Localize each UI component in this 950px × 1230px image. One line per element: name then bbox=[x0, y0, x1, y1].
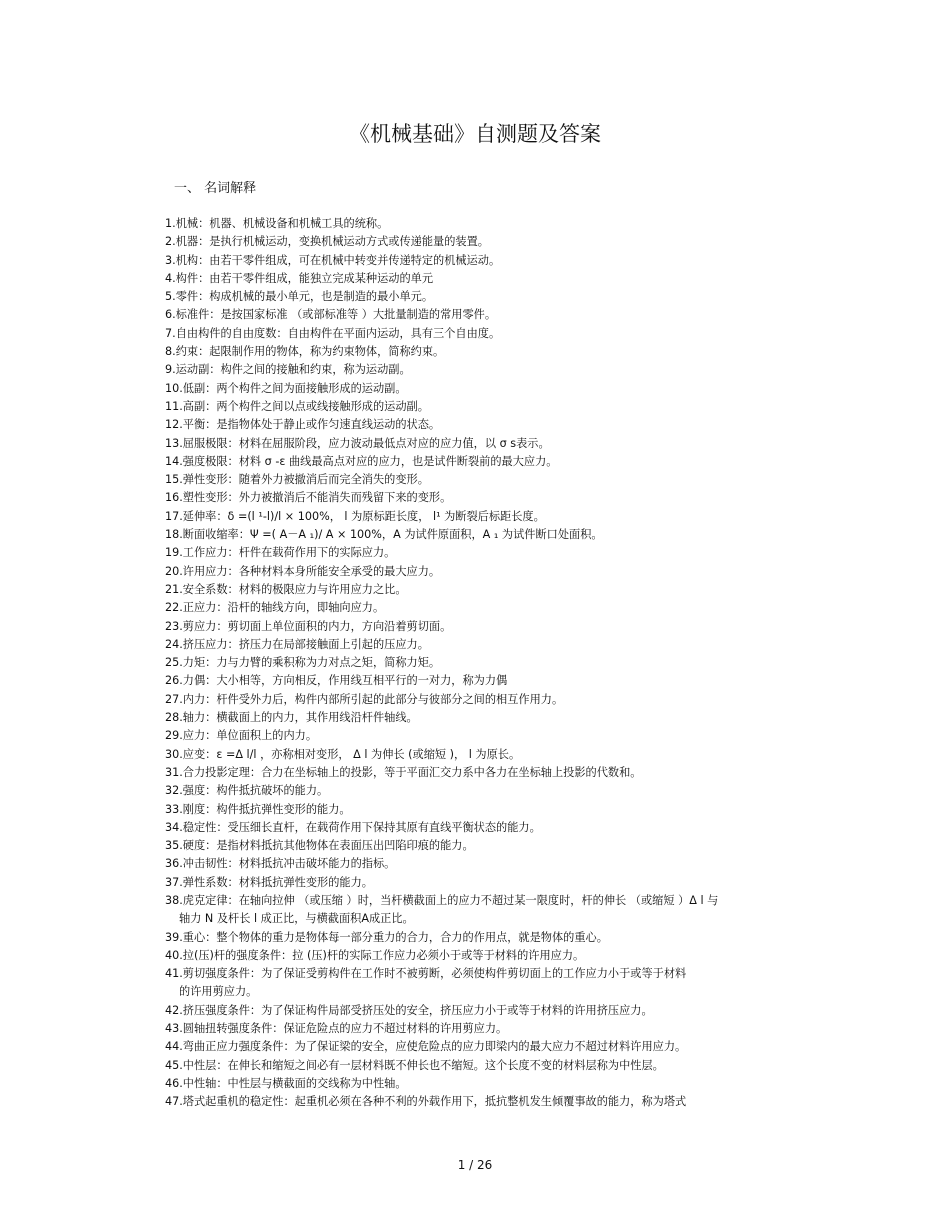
term-number: 29. bbox=[165, 729, 183, 743]
term-number: 20. bbox=[165, 564, 183, 578]
term-item bbox=[165, 947, 805, 965]
term-text: 平衡：是指物体处于静止或作匀速直线运动的状态。 bbox=[182, 418, 441, 432]
term-number: 34. bbox=[165, 820, 183, 834]
term-text: 剪应力：剪切面上单位面积的内力，方向沿着剪切面。 bbox=[182, 619, 452, 633]
term-number: 3. bbox=[165, 253, 176, 267]
term-item bbox=[165, 837, 805, 855]
term-text: 力偶：大小相等，方向相反，作用线互相平行的一对力，称为力偶 bbox=[182, 674, 508, 688]
term-number: 11. bbox=[165, 399, 183, 413]
term-text: 轴力：横截面上的内力，其作用线沿杆件轴线。 bbox=[182, 711, 418, 725]
term-text: 机械：机器、机械设备和机械工具的统称。 bbox=[175, 217, 389, 230]
term-number: 4. bbox=[165, 271, 176, 285]
term-item bbox=[165, 965, 805, 1002]
term-number: 38. bbox=[165, 893, 183, 907]
term-number: 12. bbox=[165, 418, 183, 432]
page-title: 《机械基础》自测题及答案 bbox=[349, 122, 601, 146]
term-text: 标准件：是按国家标准 （或部标准等 ）大批量制造的常用零件。 bbox=[175, 308, 497, 322]
term-item bbox=[165, 361, 805, 379]
term-item bbox=[165, 489, 805, 507]
term-text: 硬度：是指材料抵抗其他物体在表面压出凹陷印痕的能力。 bbox=[182, 839, 474, 853]
term-number: 41. bbox=[165, 967, 183, 981]
term-number: 31. bbox=[165, 765, 183, 779]
term-text: 重心：整个物体的重力是物体每一部分重力的合力，合力的作用点，就是物体的重心。 bbox=[182, 930, 608, 944]
term-text: 塔式起重机的稳定性：起重机必须在各种不利的外载作用下，抵抗整机发生倾覆事故的能力，称为塔式 bbox=[182, 1095, 687, 1109]
term-item bbox=[165, 563, 805, 581]
term-number: 43. bbox=[165, 1022, 183, 1036]
page-number: 1 / 26 bbox=[457, 1158, 493, 1172]
term-number: 8. bbox=[165, 345, 176, 359]
term-number: 46. bbox=[165, 1076, 183, 1090]
term-text: 内力：杆件受外力后，构件内部所引起的此部分与彼部分之间的相互作用力。 bbox=[182, 692, 564, 706]
term-number: 21. bbox=[165, 582, 183, 596]
term-text: 弯曲正应力强度条件：为了保证梁的安全，应使危险点的应力即梁内的最大应力不超过材料许用应力。 bbox=[182, 1040, 687, 1054]
term-item bbox=[165, 581, 805, 599]
term-number: 36. bbox=[165, 857, 183, 871]
term-number: 7. bbox=[165, 326, 176, 340]
term-text: 构件：由若干零件组成，能独立完成某种运动的单元 bbox=[175, 271, 434, 285]
term-number: 13. bbox=[165, 436, 183, 450]
term-number: 24. bbox=[165, 637, 183, 651]
term-item bbox=[165, 252, 805, 270]
term-text: 约束：起限制作用的物体，称为约束物体，简称约束。 bbox=[175, 345, 445, 359]
term-text: 高副：两个构件之间以点或线接触形成的运动副。 bbox=[182, 399, 429, 413]
term-item bbox=[165, 398, 805, 416]
term-text: 合力投影定理：合力在坐标轴上的投影，等于平面汇交力系中各力在坐标轴上投影的代数和。 bbox=[182, 765, 642, 779]
term-number: 18. bbox=[165, 528, 183, 542]
term-item bbox=[165, 215, 805, 233]
term-item bbox=[165, 471, 805, 489]
term-item bbox=[165, 453, 805, 471]
term-item bbox=[165, 709, 805, 727]
term-item bbox=[165, 672, 805, 690]
term-number: 40. bbox=[165, 948, 183, 962]
term-item bbox=[165, 874, 805, 892]
term-text: 中性层：在伸长和缩短之间必有一层材料既不伸长也不缩短。这个长度不变的材料层称为中性层。 bbox=[182, 1058, 664, 1072]
term-item bbox=[165, 306, 805, 324]
term-text: 工作应力：杆件在载荷作用下的实际应力。 bbox=[182, 546, 396, 560]
term-item bbox=[165, 1020, 805, 1038]
term-text: 断面收缩率：Ψ =( A－A ₁)/ A × 100%，A 为试件原面积，A ₁ 为试件断口处面积。 bbox=[182, 528, 603, 542]
term-item bbox=[165, 508, 805, 526]
term-number: 15. bbox=[165, 473, 183, 487]
term-number: 30. bbox=[165, 747, 183, 761]
term-text: 延伸率：δ =(l ¹-l)/l × 100%， l 为原标距长度， l¹ 为断裂后标距长度。 bbox=[182, 509, 545, 523]
term-text: 零件：构成机械的最小单元，也是制造的最小单元。 bbox=[175, 290, 434, 304]
term-number: 14. bbox=[165, 454, 183, 468]
term-text: 正应力：沿杆的轴线方向，即轴向应力。 bbox=[182, 601, 385, 615]
term-item bbox=[165, 654, 805, 672]
term-text: 冲击韧性：材料抵抗冲击破坏能力的指标。 bbox=[182, 857, 396, 871]
term-text: 应力：单位面积上的内力。 bbox=[182, 729, 318, 743]
term-item bbox=[165, 618, 805, 636]
term-number: 6. bbox=[165, 308, 176, 322]
term-text: 屈服极限：材料在屈服阶段，应力波动最低点对应的应力值，以 σ s表示。 bbox=[182, 436, 550, 450]
term-text: 运动副：构件之间的接触和约束，称为运动副。 bbox=[175, 363, 411, 377]
term-item bbox=[165, 1038, 805, 1056]
term-number: 47. bbox=[165, 1095, 183, 1109]
term-text: 安全系数：材料的极限应力与许用应力之比。 bbox=[182, 582, 407, 596]
term-text: 许用应力：各种材料本身所能安全承受的最大应力。 bbox=[182, 564, 441, 578]
term-text: 剪切强度条件：为了保证受剪构件在工作时不被剪断，必须使构件剪切面上的工作应力小于或等于材料 bbox=[182, 967, 687, 981]
term-number: 9. bbox=[165, 363, 176, 377]
term-text: 机器：是执行机械运动，变换机械运动方式或传递能量的装置。 bbox=[175, 235, 489, 249]
term-item bbox=[165, 270, 805, 288]
term-number: 1. bbox=[165, 217, 176, 230]
term-text: 弹性系数：材料抵抗弹性变形的能力。 bbox=[182, 875, 373, 889]
term-item bbox=[165, 691, 805, 709]
term-item bbox=[165, 380, 805, 398]
term-number: 17. bbox=[165, 509, 183, 523]
term-item bbox=[165, 435, 805, 453]
term-number: 42. bbox=[165, 1003, 183, 1017]
term-text: 塑性变形：外力被撤消后不能消失而残留下来的变形。 bbox=[182, 491, 452, 505]
term-item bbox=[165, 544, 805, 562]
term-item bbox=[165, 636, 805, 654]
term-list bbox=[165, 215, 805, 1112]
term-text-continuation: 的许用剪应力。 bbox=[179, 985, 258, 999]
term-text: 低副：两个构件之间为面接触形成的运动副。 bbox=[182, 381, 407, 395]
term-number: 23. bbox=[165, 619, 183, 633]
term-number: 28. bbox=[165, 711, 183, 725]
term-text: 机构：由若干零件组成，可在机械中转变并传递特定的机械运动。 bbox=[175, 253, 501, 267]
term-text: 力矩：力与力臂的乘积称为力对点之矩，简称力矩。 bbox=[182, 656, 441, 670]
term-item bbox=[165, 1093, 805, 1111]
term-number: 37. bbox=[165, 875, 183, 889]
term-number: 44. bbox=[165, 1040, 183, 1054]
term-item bbox=[165, 233, 805, 251]
term-item bbox=[165, 325, 805, 343]
term-item bbox=[165, 727, 805, 745]
term-number: 27. bbox=[165, 692, 183, 706]
term-text: 弹性变形：随着外力被撤消后而完全消失的变形。 bbox=[182, 473, 429, 487]
term-number: 2. bbox=[165, 235, 176, 249]
term-number: 35. bbox=[165, 839, 183, 853]
term-item bbox=[165, 599, 805, 617]
term-item bbox=[165, 929, 805, 947]
term-number: 16. bbox=[165, 491, 183, 505]
term-text: 自由构件的自由度数：自由构件在平面内运动，具有三个自由度。 bbox=[175, 326, 501, 340]
section-heading: 一、 名词解释 bbox=[174, 181, 257, 196]
term-text: 刚度：构件抵抗弹性变形的能力。 bbox=[182, 802, 351, 816]
term-text: 虎克定律：在轴向拉伸 （或压缩 ）时，当杆横截面上的应力不超过某一限度时，杆的伸长 （或缩短 ）Δ l 与 bbox=[182, 893, 719, 907]
term-item bbox=[165, 892, 805, 929]
term-item bbox=[165, 782, 805, 800]
term-item bbox=[165, 343, 805, 361]
term-number: 45. bbox=[165, 1058, 183, 1072]
term-text: 挤压应力：挤压力在局部接触面上引起的压应力。 bbox=[182, 637, 429, 651]
term-number: 5. bbox=[165, 290, 176, 304]
term-item bbox=[165, 746, 805, 764]
term-number: 26. bbox=[165, 674, 183, 688]
term-item bbox=[165, 1057, 805, 1075]
term-number: 19. bbox=[165, 546, 183, 560]
term-item bbox=[165, 288, 805, 306]
term-item bbox=[165, 416, 805, 434]
term-text: 稳定性：受压细长直杆，在载荷作用下保持其原有直线平衡状态的能力。 bbox=[182, 820, 541, 834]
term-item bbox=[165, 764, 805, 782]
term-number: 22. bbox=[165, 601, 183, 615]
term-text: 中性轴：中性层与横截面的交线称为中性轴。 bbox=[182, 1076, 407, 1090]
term-text-continuation: 轴力 N 及杆长 l 成正比，与横截面积A成正比。 bbox=[179, 912, 414, 926]
term-number: 25. bbox=[165, 656, 183, 670]
term-number: 39. bbox=[165, 930, 183, 944]
term-text: 圆轴扭转强度条件：保证危险点的应力不超过材料的许用剪应力。 bbox=[182, 1022, 508, 1036]
term-number: 33. bbox=[165, 802, 183, 816]
term-text: 应变：ε =Δ l/l ，亦称相对变形， Δ l 为伸长 (或缩短 )， l 为原长。 bbox=[182, 747, 521, 761]
term-text: 强度：构件抵抗破坏的能力。 bbox=[182, 784, 329, 798]
term-item bbox=[165, 855, 805, 873]
term-text: 挤压强度条件：为了保证构件局部受挤压处的安全，挤压应力小于或等于材料的许用挤压应力。 bbox=[182, 1003, 653, 1017]
term-item bbox=[165, 819, 805, 837]
term-item bbox=[165, 1075, 805, 1093]
term-item bbox=[165, 801, 805, 819]
term-item bbox=[165, 1002, 805, 1020]
term-text: 强度极限：材料 σ -ε 曲线最高点对应的应力，也是试件断裂前的最大应力。 bbox=[182, 454, 558, 468]
term-number: 32. bbox=[165, 784, 183, 798]
term-number: 10. bbox=[165, 381, 183, 395]
term-item bbox=[165, 526, 805, 544]
term-text: 拉(压)杆的强度条件：拉 (压)杆的实际工作应力必须小于或等于材料的许用应力。 bbox=[182, 948, 585, 962]
